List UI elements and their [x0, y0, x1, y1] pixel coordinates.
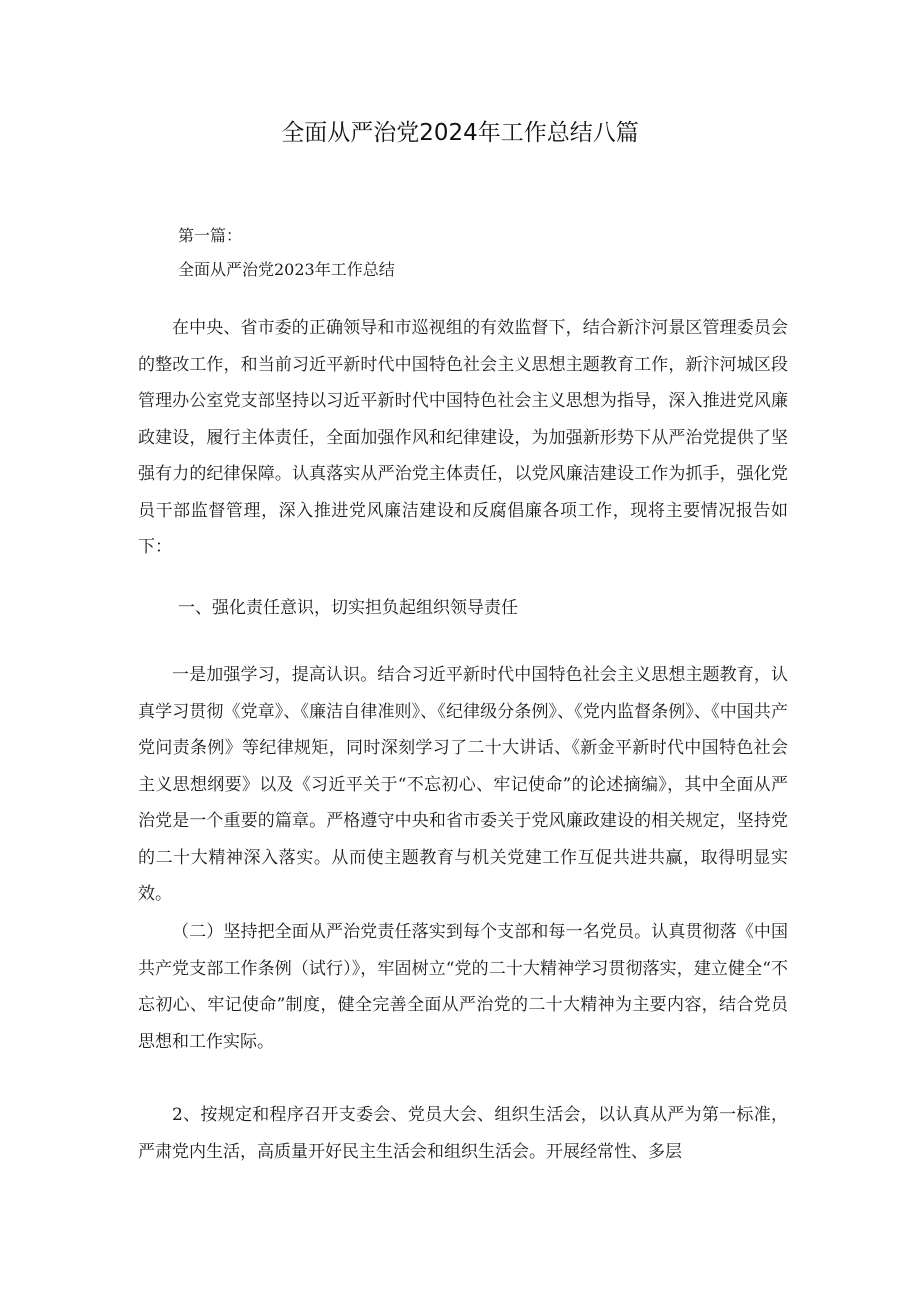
intro-paragraph: 在中央、省市委的正确领导和市巡视组的有效监督下，结合新汴河景区管理委员会的整改工作，和当前习近平新时代中国特色社会主义思想主题教育工作，新汴河城区段管理办公室党支部坚持以习近平新时代中国特色社会主义思想为指导，深入推进党风廉政建设，履行主体责任，全面加强作风和纪律建设，为加强新形势下从严治党提供了坚强有力的纪律保障。认真落实从严治党主体责任，以党风廉洁建设工作为抓手，强化党员干部监督管理，深入推进党风廉洁建设和反腐倡廉各项工作，现将主要情况报告如下： [138, 318, 788, 557]
study-paragraph: 一是加强学习，提高认识。结合习近平新时代中国特色社会主义思想主题教育，认真学习贯彻《党章》、《廉洁自律准则》、《纪律级分条例》、《党内监督条例》、《中国共产党问责条例》等纪律规矩，同时深刻学习了二十大讲话、《新金平新时代中国特色社会主义思想纲要》以及《习近平关于“不忘初心、牢记使命”的论述摘编》，其中全面从严治党是一个重要的篇章。严格遵守中央和省市委关于党风廉政建设的相关规定，坚持党的二十大精神深入落实。从而使主题教育与机关党建工作互促共进共赢，取得明显实效。 [138, 665, 788, 904]
section-heading-1: 一、强化责任意识，切实担负起组织领导责任 [178, 598, 518, 618]
part-title: 全面从严治党2023年工作总结 [178, 260, 395, 279]
document-title: 全面从严治党2024年工作总结八篇 [281, 120, 639, 146]
part-label: 第一篇： [178, 226, 243, 245]
branch-paragraph: （二）坚持把全面从严治党责任落实到每个支部和每一名党员。认真贯彻落《中国共产党支部工作条例（试行）》，牢固树立“党的二十大精神学习贯彻落实，建立健全“不忘初心、牢记使命”制度，健全完善全面从严治党的二十大精神为主要内容，结合党员思想和工作实际。 [138, 922, 788, 1052]
meetings-paragraph: 2、按规定和程序召开支委会、党员大会、组织生活会，以认真从严为第一标准，严肃党内生活，高质量开好民主生活会和组织生活会。开展经常性、多层 [138, 1105, 788, 1162]
